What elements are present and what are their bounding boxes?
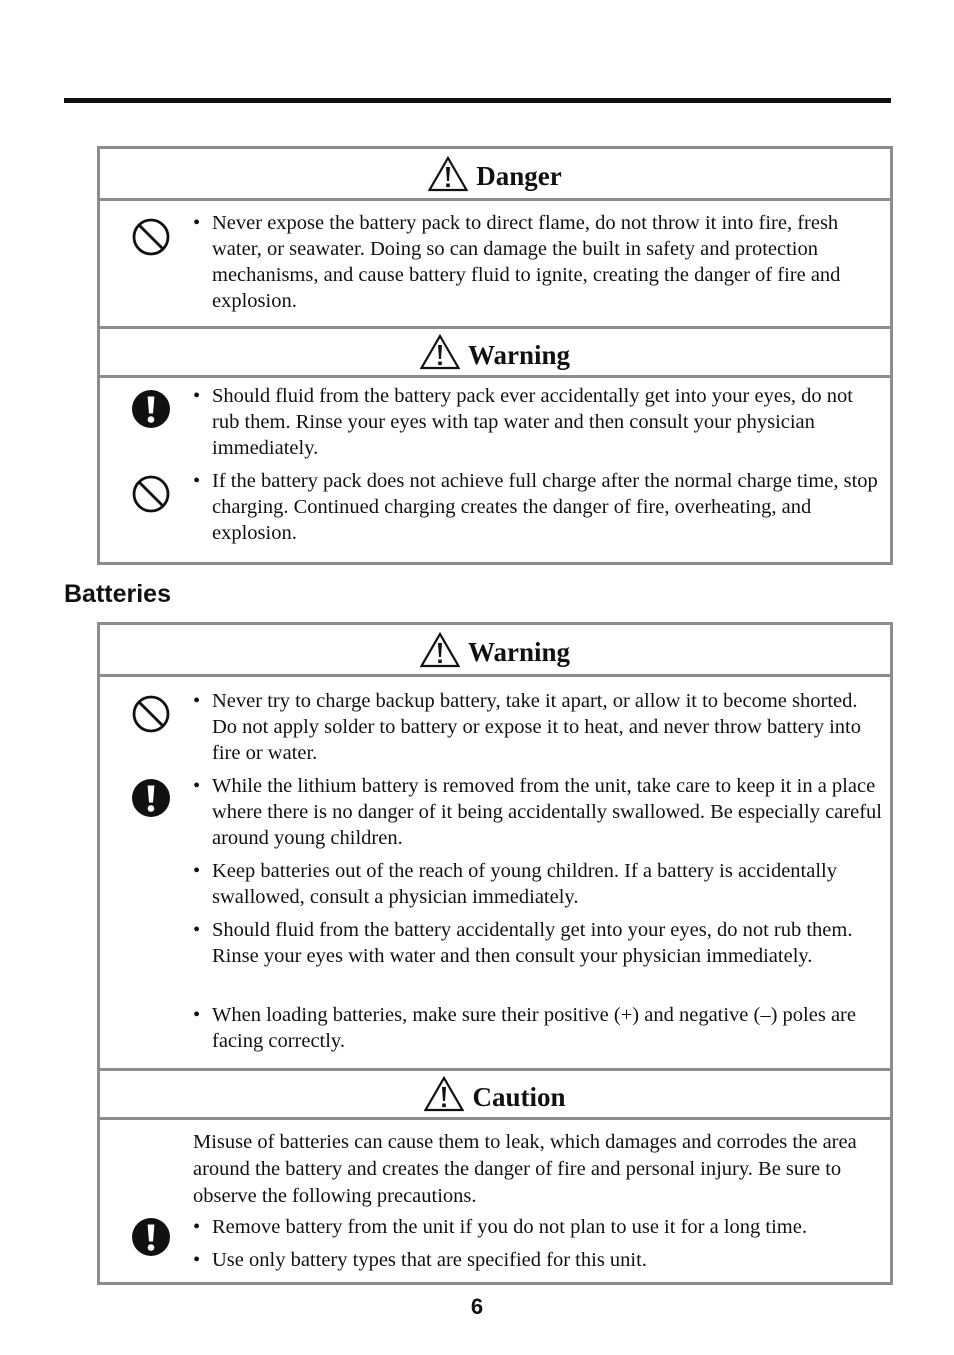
warning-title: Warning [467, 339, 571, 370]
danger-item: • Never expose the battery pack to direct flame, do not throw it into fire, fresh water, or seawater. Doing so can damage the built in safety and protection mechanisms, and cause battery fluid to ignite, creating the danger of fire and explosion. [193, 210, 883, 314]
mandatory-action-icon [131, 1217, 171, 1257]
warning-header [100, 625, 890, 677]
warning-item: • Never try to charge backup battery, take it apart, or allow it to become shorted. Do not apply solder to battery or expose it to heat, and never throw battery into fire or water. [193, 688, 883, 766]
warning-item: • If the battery pack does not achieve full charge after the normal charge time, stop charging. Continued charging creates the danger of fire, overheating, and explosion. [193, 468, 883, 546]
caution-header [100, 1068, 890, 1120]
top-rule [64, 98, 891, 103]
warning-item-text: Should fluid from the battery accidentally get into your eyes, do not rub them. Rinse your eyes with water and then consult your physician immediately. [212, 919, 853, 967]
danger-item-text: Never expose the battery pack to direct flame, do not throw it into fire, fresh water, or seawater. Doing so can damage the built in safety and protection mechanisms, and cause battery fluid to ignite, creating the danger of fire and explosion. [212, 212, 841, 312]
batteries-safety-box [97, 622, 893, 1285]
battery-pack-safety-box [97, 146, 893, 565]
warning-item: • Keep batteries out of the reach of young children. If a battery is accidentally swallowed, consult a physician immediately. [193, 858, 883, 910]
caution-intro: Misuse of batteries can cause them to leak, which damages and corrodes the area around the battery and creates the danger of fire and personal injury. Be sure to observe the following precautions. [193, 1131, 857, 1207]
warning-item-text: If the battery pack does not achieve full charge after the normal charge time, stop charging. Continued charging creates the danger of fire, overheating, and explosion. [212, 470, 878, 544]
warning-triangle-icon [424, 1076, 464, 1112]
warning-header [100, 326, 890, 378]
section-title: Batteries [64, 580, 171, 608]
warning-triangle-icon [420, 632, 460, 668]
caution-item-text: Use only battery types that are specified for this unit. [212, 1249, 647, 1271]
warning-triangle-icon [428, 156, 468, 192]
warning-item: • Should fluid from the battery pack ever accidentally get into your eyes, do not rub them. Rinse your eyes with tap water and then consult your physician immediately. [193, 383, 883, 461]
warning-item: • While the lithium battery is removed from the unit, take care to keep it in a place where there is no danger of it being accidentally swallowed. Be especially careful around young children. [193, 775, 882, 849]
page-number: 6 [470, 1294, 484, 1319]
warning-body [100, 378, 890, 558]
caution-item-text: Remove battery from the unit if you do not plan to use it for a long time. [212, 1216, 807, 1238]
prohibited-icon [131, 217, 171, 257]
danger-title: Danger [476, 161, 562, 191]
mandatory-action-icon [131, 389, 171, 429]
warning-item: • When loading batteries, make sure their positive (+) and negative (–) poles are facing correctly. [193, 1002, 883, 1054]
danger-header [100, 149, 890, 201]
prohibited-icon [131, 474, 171, 514]
warning-item-text: When loading batteries, make sure their positive (+) and negative (–) poles are facing correctly. [212, 1004, 856, 1052]
prohibited-icon [131, 694, 171, 734]
caution-item: • Use only battery types that are specified for this unit. [193, 1247, 883, 1273]
danger-body [100, 201, 890, 326]
warning-item-text: Should fluid from the battery pack ever accidentally get into your eyes, do not rub them. Rinse your eyes with tap water and then consult your physician immediately. [212, 385, 854, 459]
warning-item-text: Never try to charge backup battery, take it apart, or allow it to become shorted. Do not apply solder to battery or expose it to heat, and never throw battery into fire or water. [212, 690, 861, 764]
warning-body [100, 677, 890, 1068]
mandatory-action-icon [131, 778, 171, 818]
caution-item: • Remove battery from the unit if you do not plan to use it for a long time. [193, 1214, 883, 1240]
warning-item: • Should fluid from the battery accidentally get into your eyes, do not rub them. Rinse your eyes with water and then consult your physician immediately. [193, 917, 883, 969]
warning-item-text: While the lithium battery is removed from the unit, take care to keep it in a place where there is no danger of it being accidentally swallowed. Be especially careful around young children. [212, 775, 882, 849]
warning-triangle-icon [420, 334, 460, 370]
caution-title: Caution [472, 1081, 566, 1112]
warning-title: Warning [467, 637, 571, 667]
caution-body [100, 1120, 890, 1278]
warning-item-text: Keep batteries out of the reach of young children. If a battery is accidentally swallowed, consult a physician immediately. [212, 860, 837, 908]
